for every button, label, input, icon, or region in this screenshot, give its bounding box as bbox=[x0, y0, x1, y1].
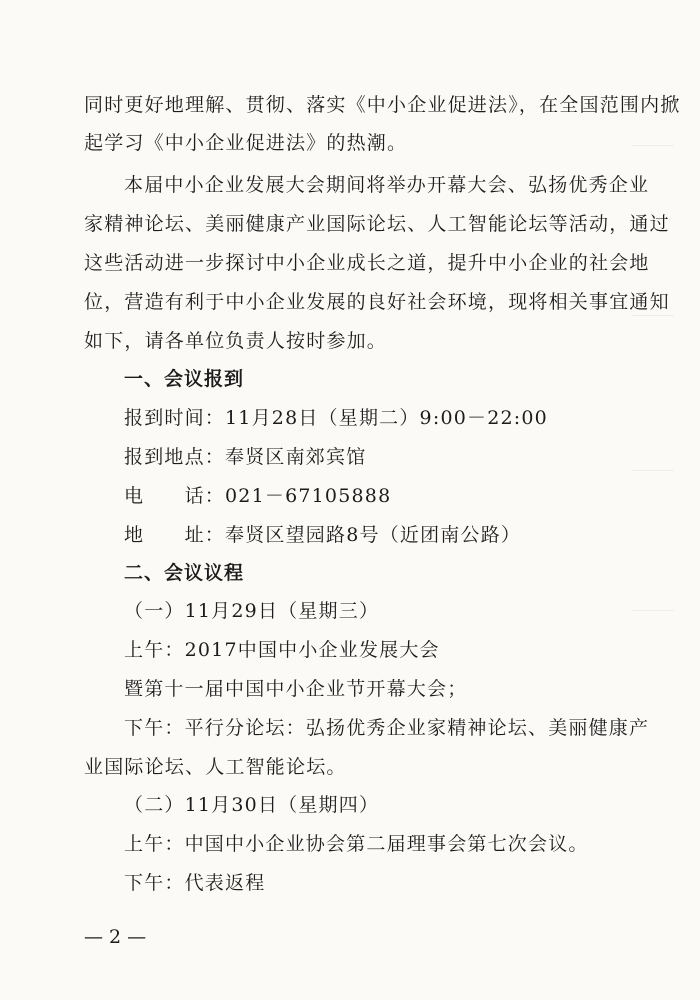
section1-item-phone: 电 话：021－67105888 bbox=[124, 485, 392, 507]
section1-heading: 一、会议报到 bbox=[124, 368, 245, 390]
section2-day1-label: （一）11月29日（星期三） bbox=[124, 600, 380, 622]
section2-day1-afternoon-line1: 下午：平行分论坛：弘扬优秀企业家精神论坛、美丽健康产 bbox=[124, 717, 650, 739]
paragraph2-line1: 本届中小企业发展大会期间将举办开幕大会、弘扬优秀企业 bbox=[124, 174, 650, 196]
page-number: — 2 — bbox=[84, 926, 147, 948]
section2-day2-afternoon: 下午：代表返程 bbox=[124, 872, 266, 894]
section2-day2-label: （二）11月30日（星期四） bbox=[124, 794, 380, 816]
paragraph2-line3: 这些活动进一步探讨中小企业成长之道，提升中小企业的社会地 bbox=[84, 252, 650, 274]
section2-day1-morning-line2: 暨第十一届中国中小企业节开幕大会； bbox=[124, 678, 468, 700]
faint-bleedthrough-line bbox=[632, 610, 674, 611]
section2-day1-morning-line1: 上午：2017中国中小企业发展大会 bbox=[124, 639, 440, 661]
section2-day2-morning: 上午：中国中小企业协会第二届理事会第七次会议。 bbox=[124, 833, 589, 855]
section2-day1-afternoon-line2: 业国际论坛、人工智能论坛。 bbox=[84, 756, 347, 778]
section2-heading: 二、会议议程 bbox=[124, 562, 245, 584]
section1-item-location: 报到地点：奉贤区南郊宾馆 bbox=[124, 446, 367, 468]
faint-bleedthrough-line bbox=[632, 145, 674, 146]
paragraph1-line1: 同时更好地理解、贯彻、落实《中小企业促进法》，在全国范围内掀 bbox=[84, 94, 681, 116]
faint-bleedthrough-line bbox=[632, 315, 674, 316]
section1-item-address: 地 址：奉贤区望园路8号（近团南公路） bbox=[124, 524, 522, 546]
paragraph1-line2: 起学习《中小企业促进法》的热潮。 bbox=[84, 132, 408, 154]
paragraph2-line2: 家精神论坛、美丽健康产业国际论坛、人工智能论坛等活动，通过 bbox=[84, 213, 670, 235]
section1-item-time: 报到时间：11月28日（星期二）9:00－22:00 bbox=[124, 407, 548, 429]
faint-bleedthrough-line bbox=[632, 470, 674, 471]
paragraph2-line5: 如下，请各单位负责人按时参加。 bbox=[84, 330, 388, 352]
paragraph2-line4: 位，营造有利于中小企业发展的良好社会环境，现将相关事宜通知 bbox=[84, 291, 670, 313]
